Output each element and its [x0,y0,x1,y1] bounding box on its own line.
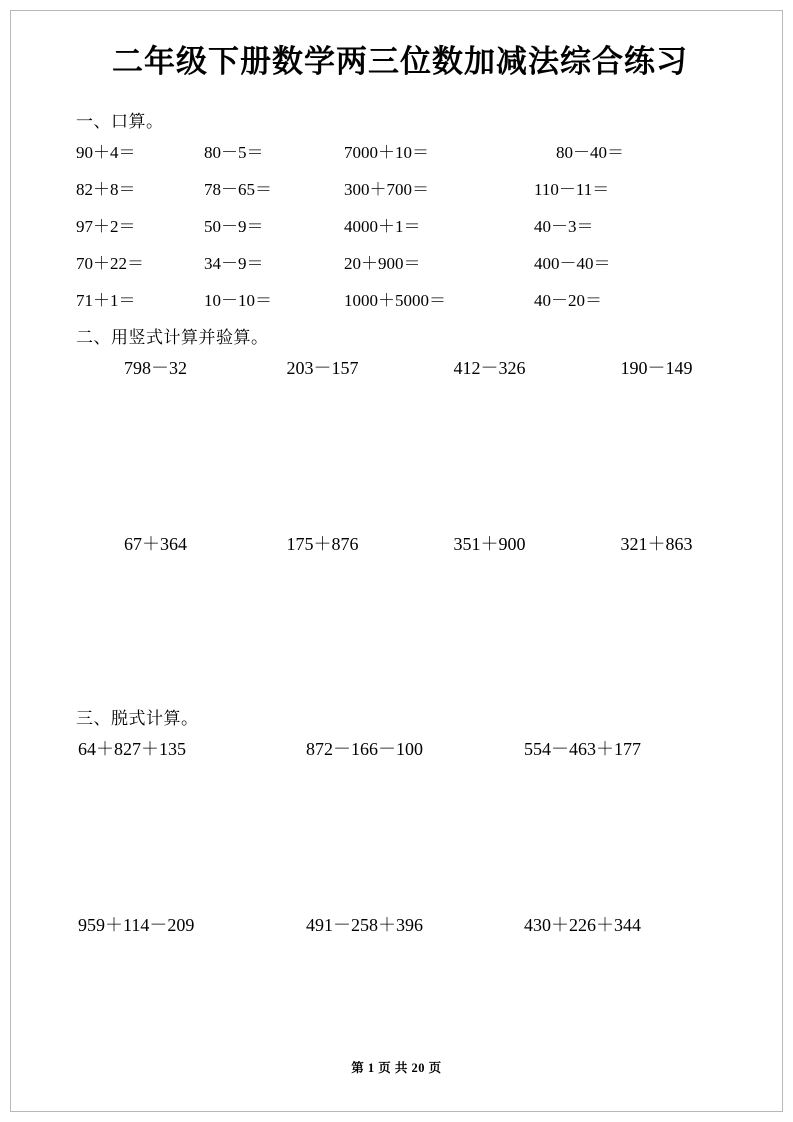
oral-row [76,175,740,200]
oral-problem: 10－10＝ [204,291,272,310]
vertical-problem: 190－149 [620,358,693,378]
expression-problem: 430＋226＋344 [524,915,641,935]
section-heading-1: 一、口算。 [76,112,164,131]
section-oral-calculation [60,107,740,311]
expression-problem: 491－258＋396 [306,915,423,935]
page-title: 二年级下册数学两三位数加减法综合练习 [112,44,688,79]
oral-problem: 90＋4＝ [76,143,136,162]
section-heading-3: 三、脱式计算。 [76,709,199,728]
oral-row [76,286,740,311]
oral-problem: 80－40＝ [556,143,624,162]
oral-problem: 82＋8＝ [76,180,136,199]
oral-problem: 78－65＝ [204,180,272,199]
oral-problem: 1000＋5000＝ [344,291,446,310]
oral-problem: 20＋900＝ [344,254,421,273]
work-space-area [60,556,740,704]
expression-problem: 554－463＋177 [524,739,641,759]
oral-problem: 97＋2＝ [76,217,136,236]
vertical-problem: 351＋900 [453,534,526,554]
work-space-area [60,761,740,911]
vertical-problem: 412－326 [453,358,526,378]
expression-problem: 959＋114－209 [78,915,195,935]
work-space-area [60,380,740,530]
oral-problem: 300＋700＝ [344,180,429,199]
oral-row [76,138,740,163]
vertical-problem: 203－157 [286,358,359,378]
vertical-problem: 321＋863 [620,534,693,554]
expression-problem: 872－166－100 [306,739,423,759]
oral-problem: 80－5＝ [204,143,264,162]
oral-row [76,212,740,237]
section-vertical-calculation [60,323,740,704]
oral-problem: 7000＋10＝ [344,143,429,162]
vertical-problem: 67＋364 [124,534,187,554]
oral-problem: 40－20＝ [534,291,602,310]
page-content [60,36,740,937]
oral-problem: 110－11＝ [534,180,610,199]
vertical-row [72,354,740,380]
oral-problem: 71＋1＝ [76,291,136,310]
oral-problem: 34－9＝ [204,254,264,273]
oral-problem: 50－9＝ [204,217,264,236]
oral-row [76,249,740,274]
section-stepwise-calculation [60,704,740,937]
oral-problem: 400－40＝ [534,254,611,273]
expression-row [72,735,740,761]
vertical-problem: 798－32 [124,358,187,378]
section-heading-2: 二、用竖式计算并验算。 [76,328,269,347]
expression-row [72,911,740,937]
expression-problem: 64＋827＋135 [78,739,186,759]
vertical-row [72,530,740,556]
page-footer: 第 1 页 共 20 页 [351,1061,442,1075]
oral-problem: 40－3＝ [534,217,594,236]
oral-problem: 70＋22＝ [76,254,144,273]
oral-problem: 4000＋1＝ [344,217,421,236]
vertical-problem: 175＋876 [286,534,359,554]
